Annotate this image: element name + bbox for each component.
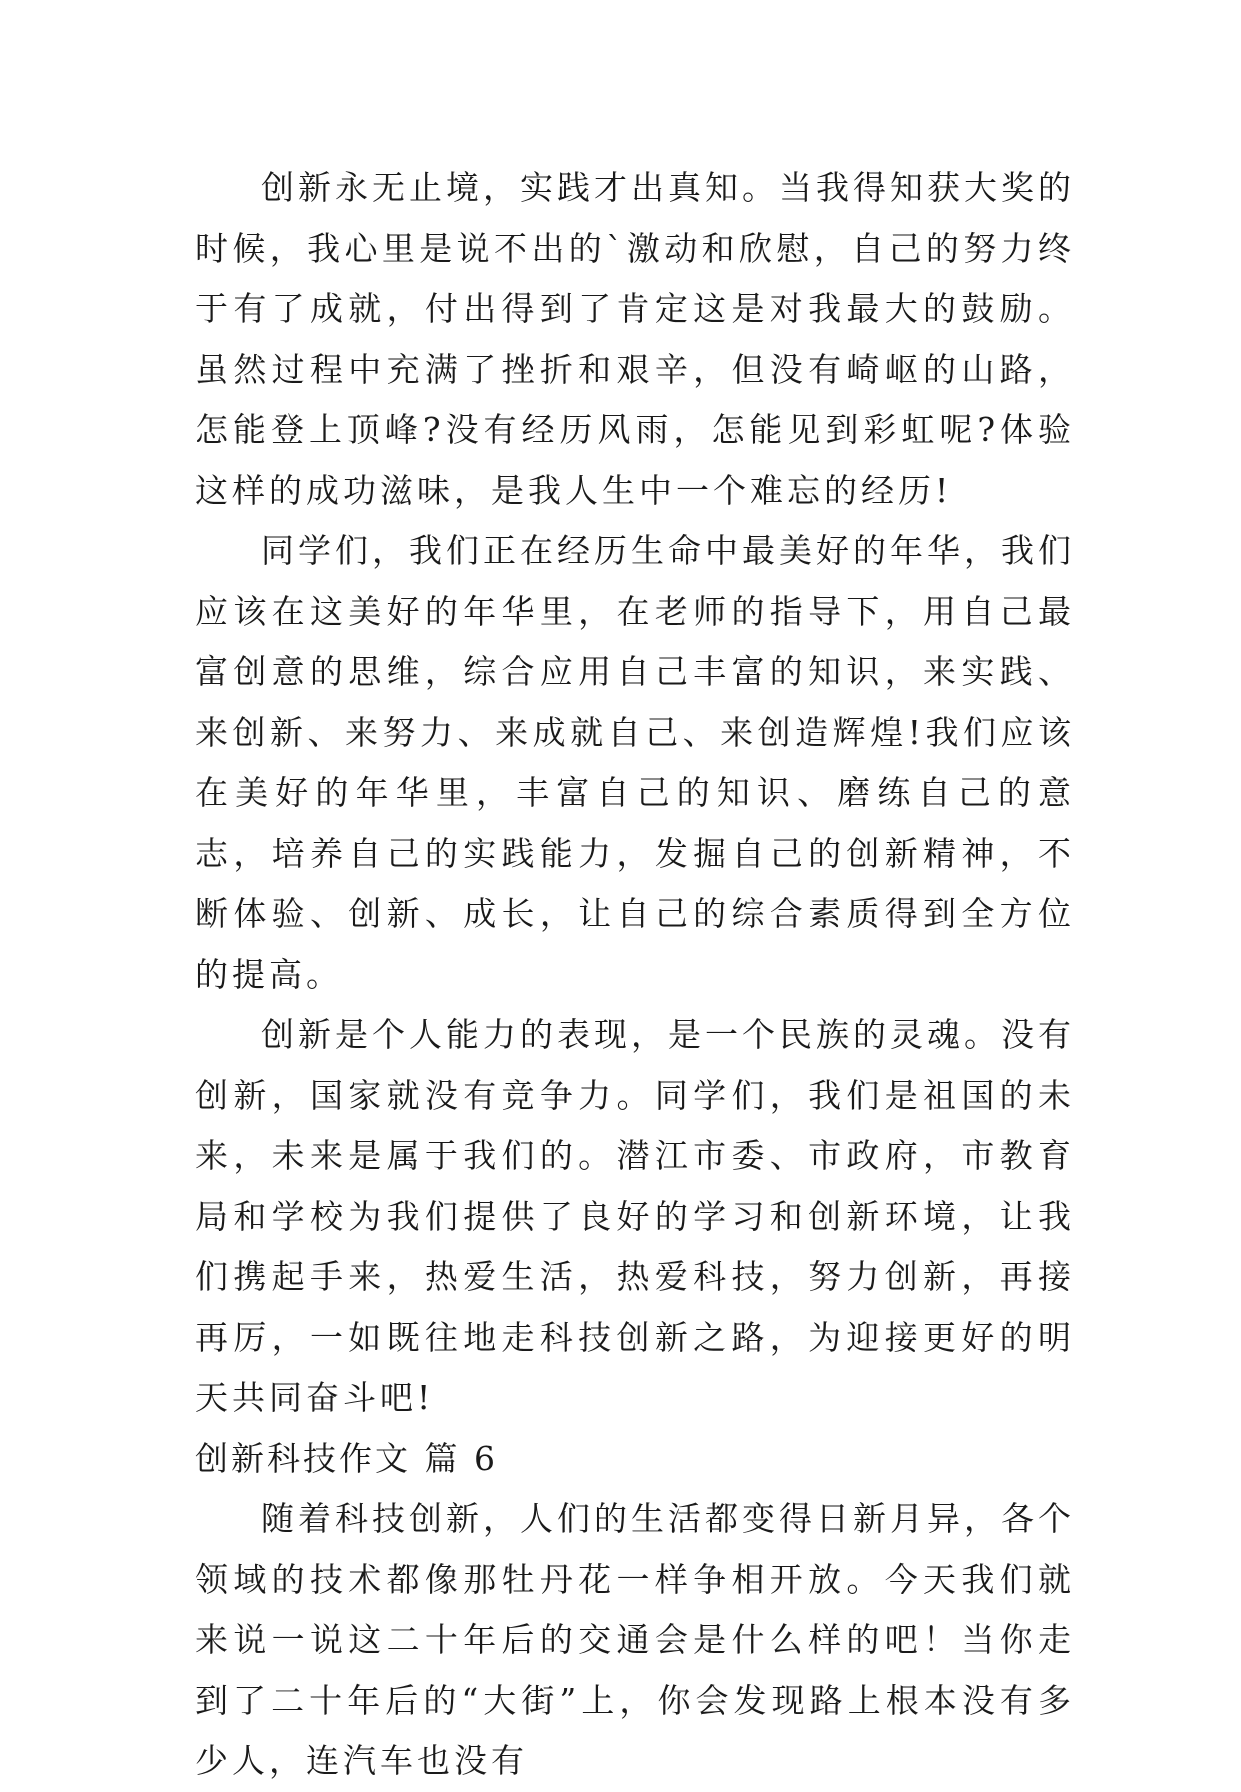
paragraph-3: 创新是个人能力的表现，是一个民族的灵魂。没有创新，国家就没有竞争力。同学们，我们是祖国的未来，未来是属于我们的。潜江市委、市政府，市教育局和学校为我们提供了良好的学习和创新环境，让我们携起手来，热爱生活，热爱科技，努力创新，再接再厉，一如既往地走科技创新之路，为迎接更好的明天共同奋斗吧! [195, 1015, 1075, 1417]
paragraph-4: 随着科技创新，人们的生活都变得日新月异，各个领域的技术都像那牡丹花一样争相开放。今天我们就来说一说这二十年后的交通会是什么样的吧！当你走到了二十年后的“大街”上，你会发现路上根本没有多少人，连汽车也没有 [195, 1499, 1075, 1780]
document-body [195, 158, 1075, 1792]
paragraph-2: 同学们，我们正在经历生命中最美好的年华，我们应该在这美好的年华里，在老师的指导下，用自己最富创意的思维，综合应用自己丰富的知识，来实践、来创新、来努力、来成就自己、来创造辉煌!我们应该在美好的年华里，丰富自己的知识、磨练自己的意志，培养自己的实践能力，发掘自己的创新精神，不断体验、创新、成长，让自己的综合素质得到全方位的提高。 [195, 531, 1075, 994]
section-heading: 创新科技作文 篇 6 [195, 1438, 498, 1478]
paragraph-1: 创新永无止境，实践才出真知。当我得知获大奖的时候，我心里是说不出的`激动和欣慰，自己的努力终于有了成就，付出得到了肯定这是对我最大的鼓励。虽然过程中充满了挫折和艰辛，但没有崎岖的山路，怎能登上顶峰?没有经历风雨，怎能见到彩虹呢?体验这样的成功滋味，是我人生中一个难忘的经历! [195, 168, 1075, 510]
